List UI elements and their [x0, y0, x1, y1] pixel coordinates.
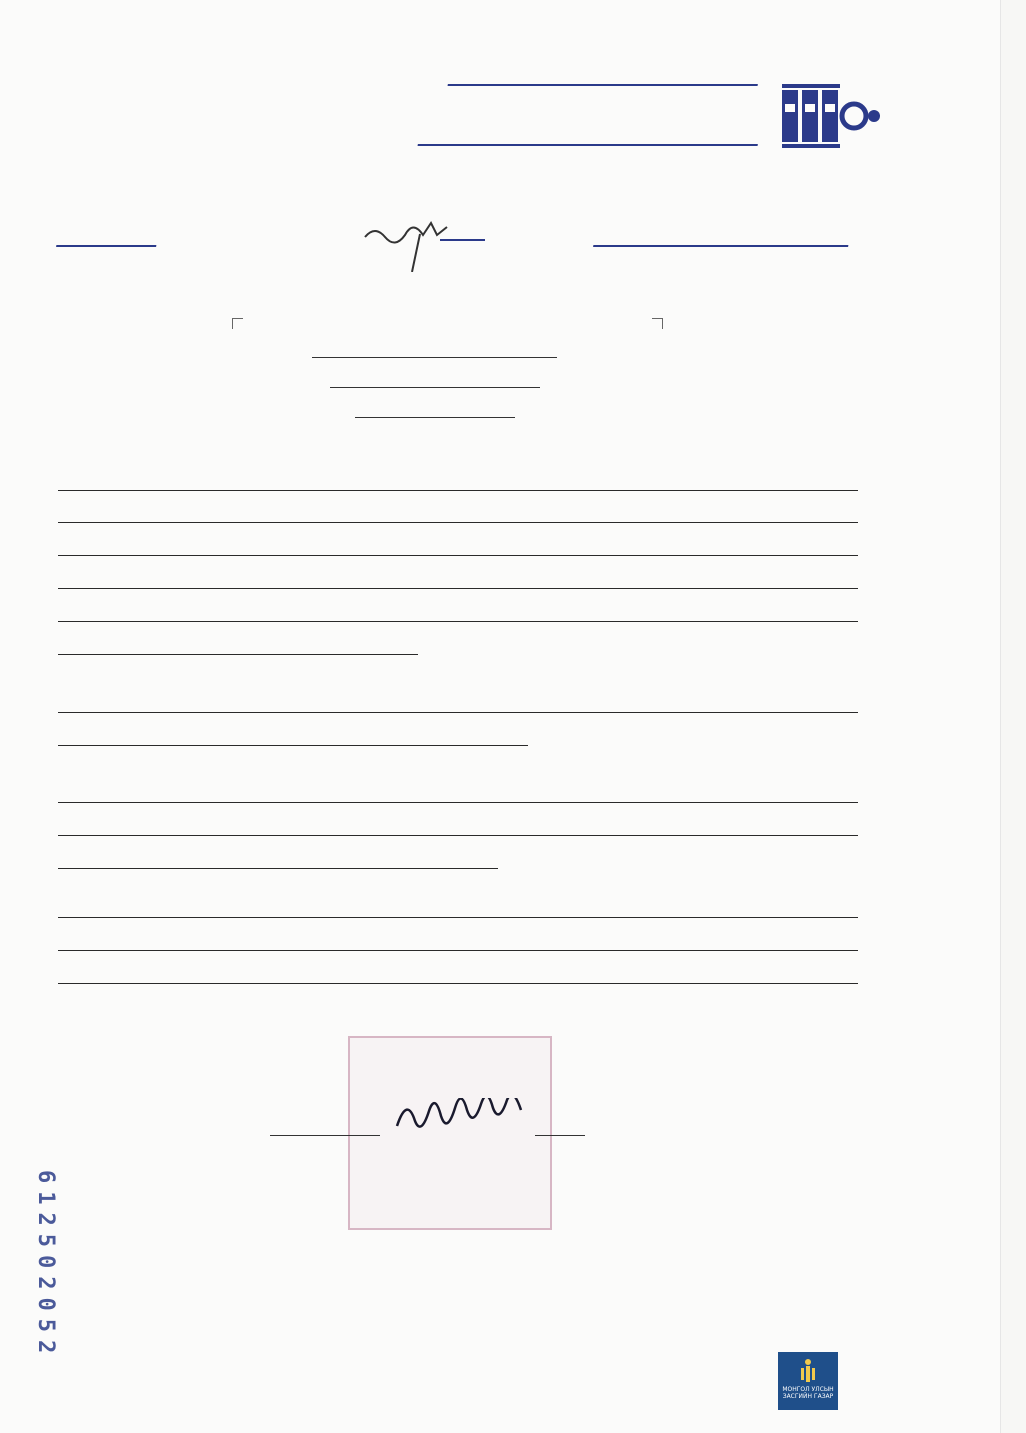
address-line-2 [330, 375, 540, 388]
paragraph-4-line-1 [58, 905, 858, 918]
paragraph-1-line-3 [58, 543, 858, 556]
paragraph-3-line-2 [58, 823, 858, 836]
footer-logo-line-1: МОНГОЛ УЛСЫН [782, 1386, 834, 1393]
paragraph-1-line-5 [58, 609, 858, 622]
serial-number: 612502052 [33, 1170, 58, 1362]
signatory-name [270, 1125, 380, 1136]
paragraph-1-line-2 [58, 510, 858, 523]
paragraph-3-line-3 [58, 856, 498, 869]
paragraph-2-line-2 [58, 733, 528, 746]
government-logo [778, 1352, 838, 1410]
handwritten-signature [395, 1098, 525, 1138]
address-line-1 [312, 345, 557, 358]
address-corner-left [232, 318, 243, 329]
paragraph-4-line-2 [58, 938, 858, 951]
handwritten-number [360, 212, 490, 272]
paragraph-1-line-4 [58, 576, 858, 589]
paragraph-1-line-1 [58, 478, 858, 491]
paragraph-2-line-1 [58, 700, 858, 713]
paragraph-4-line-3 [58, 971, 858, 984]
letterhead-title-line-1 [448, 58, 763, 86]
header-ref-left [56, 225, 160, 247]
address-corner-right [652, 318, 663, 329]
address-line-3 [355, 405, 515, 418]
signatory-title [535, 1125, 585, 1136]
paragraph-1-line-6 [58, 642, 418, 655]
letterhead-title-line-2 [418, 118, 763, 146]
header-date [593, 225, 852, 247]
paragraph-3-line-1 [58, 790, 858, 803]
state-emblem-icon [782, 84, 892, 148]
footer-logo-line-2: ЗАСГИЙН ГАЗАР [782, 1393, 834, 1400]
soyombo-emblem-icon [798, 1358, 818, 1384]
